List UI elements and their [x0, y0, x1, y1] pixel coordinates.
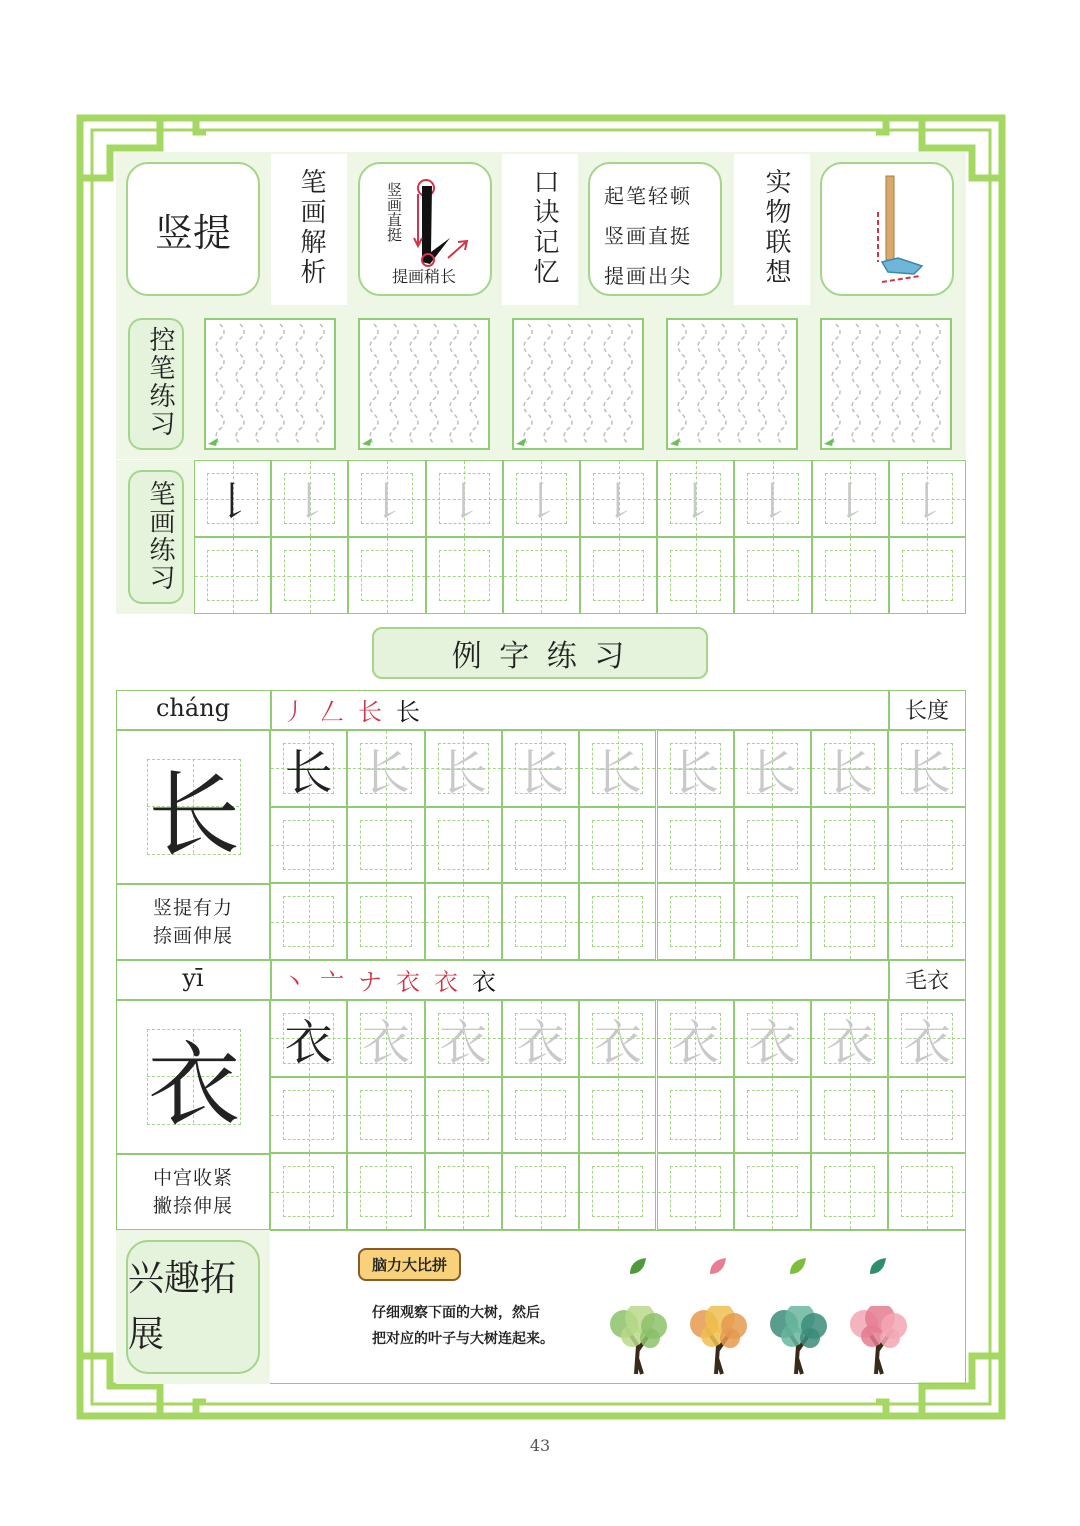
cell-guide-vertical	[927, 1154, 928, 1229]
practice-character: 长	[361, 744, 410, 801]
stroke-practice-cell	[503, 537, 580, 614]
character-practice-cell	[734, 807, 811, 884]
character-practice-cell	[502, 730, 579, 807]
stroke-practice-cell	[734, 537, 811, 614]
cell-guide-vertical	[618, 1154, 619, 1229]
practice-character: 长	[516, 744, 565, 801]
cell-guide-vertical	[386, 808, 387, 883]
cell-guide-vertical	[850, 884, 851, 959]
character-practice-cell	[502, 1000, 579, 1077]
character-practice-cell	[657, 883, 734, 960]
cell-guide-vertical	[850, 808, 851, 883]
practice-character: 长	[593, 744, 642, 801]
extension-label-box	[126, 1240, 260, 1374]
stroke-practice-cell	[812, 460, 889, 537]
grid-line	[270, 960, 272, 1000]
pinyin: cháng	[155, 694, 231, 722]
cell-guide-vertical	[541, 1154, 542, 1229]
practice-character: 衣	[671, 1014, 720, 1071]
instruction	[372, 1300, 554, 1352]
writing-tip: 中宫收紧	[152, 1167, 233, 1189]
character-practice-cell	[425, 1000, 502, 1077]
cell-guide-vertical	[463, 1078, 464, 1153]
association-image-box	[820, 162, 954, 296]
stroke-practice-cell	[580, 460, 657, 537]
character-practice-cell	[657, 1153, 734, 1230]
analysis-label-cell	[271, 154, 347, 305]
character-practice-cell	[425, 730, 502, 807]
practice-character: 衣	[593, 1014, 642, 1071]
diagram-side-text: 竖画直挺	[385, 182, 403, 242]
tree-icon	[606, 1306, 672, 1376]
character-practice-cell	[579, 1000, 656, 1077]
stroke-glyph: 𠄌	[830, 479, 871, 525]
stroke-glyph: 𠄌	[289, 479, 330, 525]
character-practice-cell	[811, 1000, 888, 1077]
grid-line	[270, 690, 272, 730]
stroke-practice-cell	[657, 537, 734, 614]
cell-guide-vertical	[695, 884, 696, 959]
mnemonic-line: 起笔轻顿	[604, 184, 692, 208]
stroke-glyph: 𠄌	[752, 479, 793, 525]
character-practice-cell	[347, 730, 424, 807]
character-practice-cell	[811, 807, 888, 884]
stroke-order-step: 亠	[320, 968, 344, 996]
stroke-order-step: 衣	[472, 968, 496, 996]
control-practice-label: 控笔练习	[145, 326, 175, 438]
character-practice-cell	[888, 1077, 965, 1154]
stroke-practice-cell	[503, 460, 580, 537]
mnemonic-line: 竖画直挺	[604, 224, 692, 248]
character-practice-cell	[888, 807, 965, 884]
diagram-bottom-text: 提画稍长	[392, 267, 457, 286]
cell-guide-vertical	[309, 1154, 310, 1229]
stroke-practice-cell	[889, 537, 966, 614]
practice-character: 长	[439, 744, 488, 801]
cell-guide-vertical	[309, 884, 310, 959]
hoe-icon	[842, 172, 942, 290]
stroke-practice-cell	[812, 537, 889, 614]
practice-character: 衣	[361, 1014, 410, 1071]
tree-icon	[846, 1306, 912, 1376]
cell-guide-vertical	[927, 538, 928, 613]
character-practice-cell	[270, 730, 347, 807]
stroke-practice-cell	[426, 537, 503, 614]
character-practice-cell	[347, 1077, 424, 1154]
mnemonic-label: 口诀记忆	[529, 168, 559, 288]
stroke-order-step: 长	[358, 698, 382, 726]
character-practice-cell	[888, 1153, 965, 1230]
cell-guide-vertical	[772, 808, 773, 883]
cell-guide-vertical	[773, 538, 774, 613]
practice-character: 衣	[903, 1014, 952, 1071]
stroke-practice-cell	[348, 460, 425, 537]
cell-guide-vertical	[772, 884, 773, 959]
cell-guide-vertical	[927, 884, 928, 959]
wave-practice-box	[820, 318, 952, 450]
cell-guide-vertical	[927, 808, 928, 883]
practice-character: 衣	[748, 1014, 797, 1071]
character-practice-cell	[425, 883, 502, 960]
cell-guide-vertical	[850, 538, 851, 613]
writing-tip: 撇捺伸展	[152, 1195, 233, 1217]
character-practice-cell	[579, 730, 656, 807]
mnemonic-label-cell	[502, 154, 578, 305]
stroke-practice-cell	[580, 537, 657, 614]
stroke-order-step: ナ	[358, 968, 382, 996]
character-practice-cell	[657, 1000, 734, 1077]
stroke-order-step: 衣	[434, 968, 458, 996]
character-practice-cell	[425, 1153, 502, 1230]
leaf-icon	[626, 1254, 650, 1278]
stroke-order-step: 丿	[282, 698, 306, 726]
association-label: 实物联想	[761, 168, 791, 288]
cell-guide-vertical	[387, 538, 388, 613]
leaf-icon	[786, 1254, 810, 1278]
model-character-cell	[116, 1000, 270, 1154]
character-practice-cell	[811, 730, 888, 807]
character-practice-cell	[347, 1153, 424, 1230]
cell-guide-vertical	[386, 884, 387, 959]
vertical-hook-stroke-diagram	[400, 172, 480, 268]
stroke-practice-cell	[348, 537, 425, 614]
cell-guide-vertical	[772, 1078, 773, 1153]
character-practice-cell	[502, 1077, 579, 1154]
stroke-glyph: 𠄌	[212, 479, 253, 525]
stroke-name: 竖提	[154, 210, 231, 255]
association-label-cell	[734, 154, 810, 305]
stroke-practice-cell	[889, 460, 966, 537]
practice-character: 长	[903, 744, 952, 801]
cell-guide-vertical	[618, 884, 619, 959]
tree-icon	[766, 1306, 832, 1376]
stroke-practice-cell	[426, 460, 503, 537]
character-practice-cell	[734, 1077, 811, 1154]
cell-guide-vertical	[618, 1078, 619, 1153]
cell-guide-vertical	[386, 1078, 387, 1153]
character-practice-cell	[579, 807, 656, 884]
example-title: 例 字 练 习	[451, 639, 629, 674]
character-practice-cell	[888, 730, 965, 807]
stroke-practice-label-box	[128, 470, 184, 604]
character-practice-cell	[888, 1000, 965, 1077]
character-practice-cell	[579, 1077, 656, 1154]
character-practice-cell	[811, 883, 888, 960]
character-practice-cell	[888, 883, 965, 960]
stroke-practice-cell	[734, 460, 811, 537]
cell-guide-vertical	[309, 808, 310, 883]
cell-guide-vertical	[463, 1154, 464, 1229]
stroke-diagram	[358, 162, 492, 296]
pinyin: yī	[182, 964, 204, 992]
wave-trace-lines	[822, 320, 950, 448]
character-practice-cell	[270, 1077, 347, 1154]
character-practice-cell	[811, 1077, 888, 1154]
practice-character: 长	[671, 744, 720, 801]
cell-guide-vertical	[541, 808, 542, 883]
cell-guide-vertical	[386, 1154, 387, 1229]
cell-guide-vertical	[927, 1078, 928, 1153]
cell-guide-vertical	[772, 1154, 773, 1229]
cell-guide-vertical	[464, 538, 465, 613]
practice-character: 衣	[284, 1014, 333, 1071]
stroke-order	[282, 962, 496, 997]
stroke-name-box	[126, 162, 260, 296]
wave-practice-box	[512, 318, 644, 450]
writing-tips	[116, 884, 270, 960]
instruction-line: 仔细观察下面的大树，然后	[372, 1305, 540, 1321]
stroke-order-step: 长	[396, 698, 420, 726]
writing-tip: 竖提有力	[152, 897, 233, 919]
model-character-cell	[116, 730, 270, 884]
character-practice-cell	[734, 1153, 811, 1230]
model-character: 衣	[147, 1032, 240, 1139]
control-practice-label-box	[128, 318, 184, 450]
analysis-label: 笔画解析	[296, 168, 326, 288]
character-practice-cell	[734, 1000, 811, 1077]
character-practice-cell	[502, 807, 579, 884]
leaf-icon	[866, 1254, 890, 1278]
character-practice-cell	[347, 883, 424, 960]
puzzle-badge: 脑力大比拼	[358, 1248, 461, 1281]
wave-trace-lines	[206, 320, 334, 448]
character-practice-cell	[657, 807, 734, 884]
cell-guide-vertical	[619, 538, 620, 613]
stroke-order	[282, 692, 420, 727]
character-practice-cell	[502, 1153, 579, 1230]
stroke-practice-cell	[194, 460, 271, 537]
character-practice-cell	[425, 807, 502, 884]
stroke-glyph: 𠄌	[521, 479, 562, 525]
character-practice-cell	[502, 883, 579, 960]
character-practice-cell	[270, 1153, 347, 1230]
model-character: 长	[147, 762, 240, 869]
stroke-order-step: 衣	[396, 968, 420, 996]
stroke-glyph: 𠄌	[675, 479, 716, 525]
example-title-box	[372, 627, 708, 679]
cell-guide-vertical	[541, 884, 542, 959]
cell-guide-vertical	[309, 1078, 310, 1153]
stroke-practice-cell	[271, 537, 348, 614]
practice-character: 长	[284, 744, 333, 801]
practice-character: 长	[748, 744, 797, 801]
instruction-line: 把对应的叶子与大树连起来。	[372, 1331, 554, 1347]
cell-guide-vertical	[850, 1154, 851, 1229]
stroke-glyph: 𠄌	[444, 479, 485, 525]
cell-guide-vertical	[463, 884, 464, 959]
practice-character: 长	[825, 744, 874, 801]
stroke-practice-label: 笔画练习	[145, 480, 175, 592]
stroke-glyph: 𠄌	[907, 479, 948, 525]
cell-guide-vertical	[233, 538, 234, 613]
character-practice-cell	[425, 1077, 502, 1154]
stroke-glyph: 𠄌	[366, 479, 407, 525]
cell-guide-vertical	[695, 808, 696, 883]
wave-trace-lines	[514, 320, 642, 448]
character-practice-cell	[347, 807, 424, 884]
wave-trace-lines	[360, 320, 488, 448]
example-word: 毛衣	[904, 969, 949, 994]
cell-guide-vertical	[695, 1154, 696, 1229]
character-practice-cell	[579, 883, 656, 960]
character-practice-cell	[579, 1153, 656, 1230]
writing-tip: 捺画伸展	[152, 925, 233, 947]
writing-tips	[116, 1154, 270, 1230]
leaf-icon	[706, 1254, 730, 1278]
stroke-order-step: 𠃋	[320, 698, 344, 726]
extension-label: 兴趣拓展	[128, 1258, 237, 1355]
character-practice-cell	[270, 807, 347, 884]
wave-practice-box	[204, 318, 336, 450]
page-number: 43	[529, 1436, 551, 1455]
practice-character: 衣	[439, 1014, 488, 1071]
tree-icon	[686, 1306, 752, 1376]
stroke-glyph: 𠄌	[598, 479, 639, 525]
cell-guide-vertical	[541, 1078, 542, 1153]
character-practice-cell	[811, 1153, 888, 1230]
stroke-practice-cell	[271, 460, 348, 537]
wave-practice-box	[358, 318, 490, 450]
cell-guide-vertical	[696, 538, 697, 613]
character-practice-cell	[347, 1000, 424, 1077]
practice-character: 衣	[825, 1014, 874, 1071]
wave-trace-lines	[668, 320, 796, 448]
cell-guide-vertical	[618, 808, 619, 883]
character-practice-cell	[270, 883, 347, 960]
wave-practice-box	[666, 318, 798, 450]
cell-guide-vertical	[850, 1078, 851, 1153]
cell-guide-vertical	[310, 538, 311, 613]
example-word: 长度	[904, 699, 949, 724]
character-practice-cell	[657, 730, 734, 807]
cell-guide-vertical	[463, 808, 464, 883]
practice-character: 衣	[516, 1014, 565, 1071]
character-practice-cell	[270, 1000, 347, 1077]
character-practice-cell	[734, 730, 811, 807]
stroke-practice-cell	[657, 460, 734, 537]
stroke-order-step: 丶	[282, 968, 306, 996]
character-practice-cell	[657, 1077, 734, 1154]
cell-guide-vertical	[541, 538, 542, 613]
stroke-practice-cell	[194, 537, 271, 614]
cell-guide-vertical	[695, 1078, 696, 1153]
character-practice-cell	[734, 883, 811, 960]
mnemonic-line: 提画出尖	[604, 264, 692, 288]
mnemonic-box	[588, 162, 722, 296]
